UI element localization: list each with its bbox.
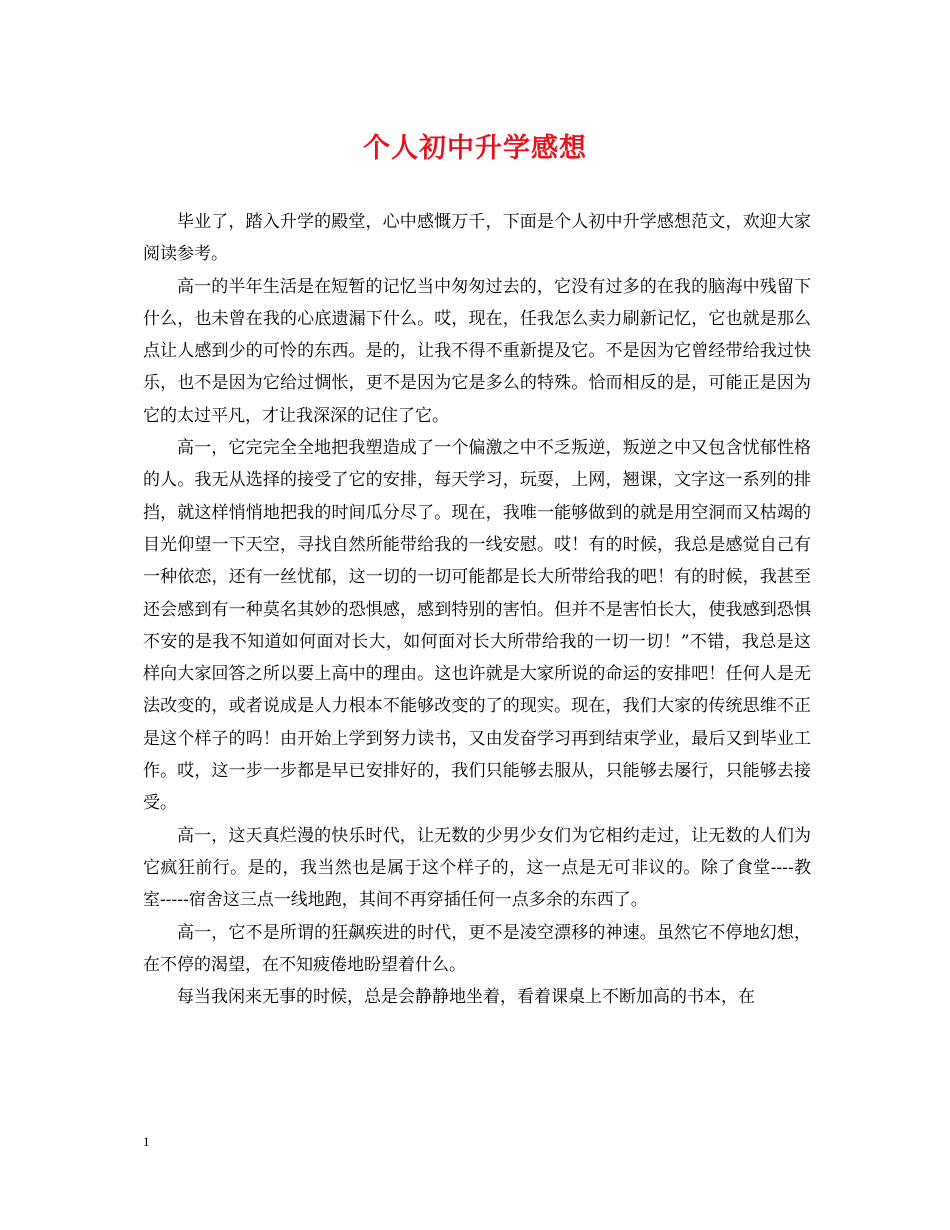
page-title: 个人初中升学感想: [363, 133, 587, 164]
document-body: [143, 206, 811, 1013]
paragraph: 每当我闲来无事的时候，总是会静静地坐着，看着课桌上不断加高的书本，在: [177, 987, 755, 1008]
paragraph: 高一，它完完全全地把我塑造成了一个偏激之中不乏叛逆，叛逆之中又包含忧郁性格的人。我无从选择的接受了它的安排，每天学习，玩耍，上网，翘课，文字这一系列的排挡，就这样悄悄地把我的时间瓜分尽了。现在，我唯一能够做到的就是用空洞而又枯竭的目光仰望一下天空，寻找自然所能带给我的一线安慰。哎！有的时候，我总是感觉自己有一种依恋，还有一丝忧郁，这一切的一切可能都是长大所带给我的吧！有的时候，我甚至还会感到有一种莫名其妙的恐惧感，感到特别的害怕。但并不是害怕长大，使我感到恐惧不安的是我不知道如何面对长大，如何面对长大所带给我的一切一切！”不错，我总是这样向大家回答之所以要上高中的理由。这也许就是大家所说的命运的安排吧！任何人是无法改变的，或者说成是人力根本不能够改变的了的现实。现在，我们大家的传统思维不正是这个样子的吗！由开始上学到努力读书，又由发奋学习再到结束学业，最后又到毕业工作。哎，这一步一步都是早已安排好的，我们只能够去服从，只能够去屡行，只能够去接受。: [143, 438, 811, 814]
paragraph: 高一，这天真烂漫的快乐时代，让无数的少男少女们为它相约走过，让无数的人们为它疯狂前行。是的，我当然也是属于这个样子的，这一点是无可非议的。除了食堂----教室-----宿舍这三点一线地跑，其间不再穿插任何一点多余的东西了。: [143, 825, 811, 911]
page-number: 1: [143, 1134, 150, 1149]
paragraph: 高一，它不是所谓的狂飙疾进的时代，更不是凌空漂移的神速。虽然它不停地幻想，在不停的渴望，在不知疲倦地盼望着什么。: [143, 922, 811, 975]
paragraph: 高一的半年生活是在短暂的记忆当中匆匆过去的，它没有过多的在我的脑海中残留下什么，也未曾在我的心底遗漏下什么。哎，现在，任我怎么卖力刷新记忆，它也就是那么点让人感到少的可怜的东西。是的，让我不得不重新提及它。不是因为它曾经带给我过快乐，也不是因为它给过惆怅，更不是因为它是多么的特殊。恰而相反的是，可能正是因为它的太过平凡，才让我深深的记住了它。: [143, 276, 811, 426]
paragraph: 毕业了，踏入升学的殿堂，心中感慨万千，下面是个人初中升学感想范文，欢迎大家阅读参考。: [143, 212, 811, 265]
